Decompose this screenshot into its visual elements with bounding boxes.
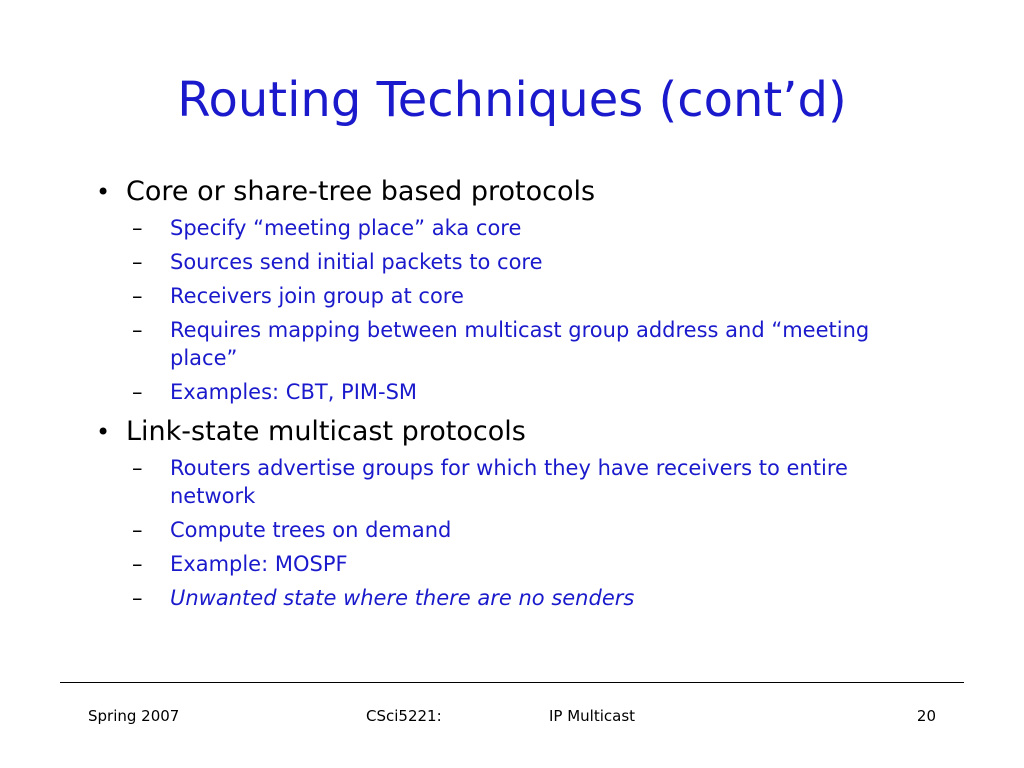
sub-item-text: Receivers join group at core bbox=[170, 284, 464, 308]
sub-item-text: Routers advertise groups for which they have receivers to entire network bbox=[170, 456, 848, 508]
sub-item-text: Compute trees on demand bbox=[170, 518, 452, 542]
sub-item-text: Sources send initial packets to core bbox=[170, 250, 543, 274]
sub-item bbox=[96, 248, 916, 276]
sub-item-text: Specify “meeting place” aka core bbox=[170, 216, 522, 240]
dash-icon: – bbox=[132, 456, 143, 480]
sub-item bbox=[96, 282, 916, 310]
footer-topic: IP Multicast bbox=[549, 707, 636, 725]
dash-icon: – bbox=[132, 518, 143, 542]
sub-item-text: Requires mapping between multicast group address and “meeting place” bbox=[170, 318, 870, 370]
dash-icon: – bbox=[132, 380, 143, 404]
footer-date: Spring 2007 bbox=[88, 707, 180, 725]
dash-icon: – bbox=[132, 318, 143, 342]
sub-item bbox=[96, 550, 916, 578]
sub-item bbox=[96, 378, 916, 406]
footer-divider bbox=[60, 682, 964, 683]
bullet-item-core-protocols bbox=[96, 172, 916, 212]
bullet-text: Link-state multicast protocols bbox=[126, 416, 526, 447]
sub-item bbox=[96, 214, 916, 242]
dash-icon: – bbox=[132, 586, 143, 610]
bullet-item-link-state bbox=[96, 412, 916, 452]
sub-item-text: Example: MOSPF bbox=[170, 552, 348, 576]
page-number: 20 bbox=[916, 707, 936, 725]
sub-list-core-protocols bbox=[96, 214, 916, 406]
dash-icon: – bbox=[132, 552, 143, 576]
sub-item-text: Unwanted state where there are no senders bbox=[170, 586, 635, 610]
bullet-icon: • bbox=[96, 418, 111, 446]
footer-course: CSci5221: bbox=[366, 707, 442, 725]
dash-icon: – bbox=[132, 216, 143, 240]
sub-list-link-state bbox=[96, 454, 916, 612]
sub-item bbox=[96, 516, 916, 544]
bullet-icon: • bbox=[96, 178, 111, 206]
bullet-text: Core or share-tree based protocols bbox=[126, 176, 596, 207]
sub-item bbox=[96, 584, 916, 612]
dash-icon: – bbox=[132, 284, 143, 308]
dash-icon: – bbox=[132, 250, 143, 274]
sub-item-text: Examples: CBT, PIM-SM bbox=[170, 380, 418, 404]
sub-item bbox=[96, 454, 916, 510]
slide-title: Routing Techniques (cont’d) bbox=[177, 72, 847, 128]
sub-item bbox=[96, 316, 916, 372]
slide-body bbox=[96, 172, 916, 618]
